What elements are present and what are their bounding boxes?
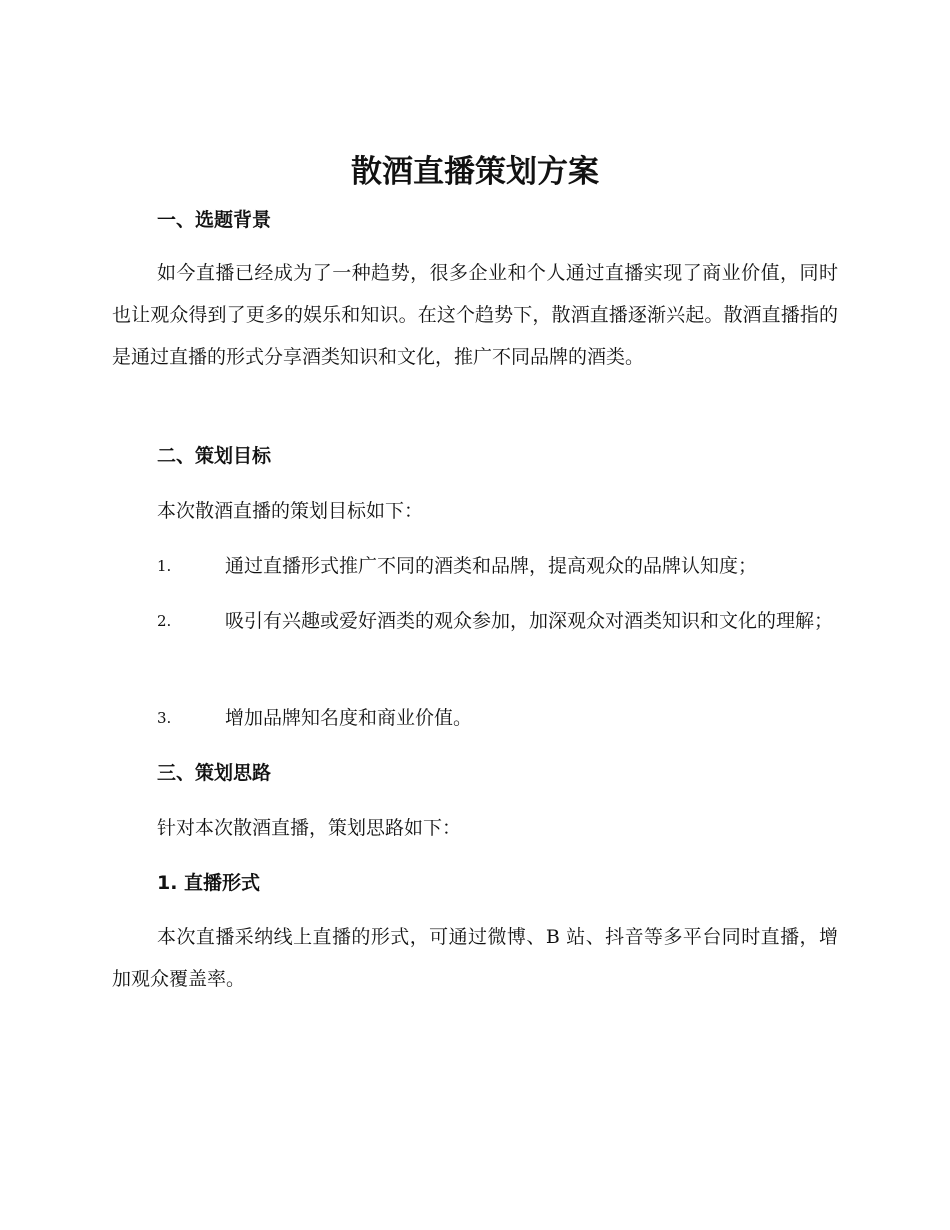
- section-heading-goals: 二、策划目标: [157, 445, 272, 467]
- document-title: 散酒直播策划方案: [351, 154, 599, 190]
- live-format-paragraph: 本次直播采纳线上直播的形式，可通过微博、B 站、抖音等多平台同时直播，增加观众覆盖率。: [112, 926, 838, 990]
- list-item-text: 通过直播形式推广不同的酒类和品牌，提高观众的品牌认知度；: [225, 555, 758, 577]
- list-item-number: 3.: [157, 709, 172, 727]
- list-item: [112, 697, 838, 739]
- list-item-text: 增加品牌知名度和商业价值。: [225, 707, 473, 729]
- background-paragraph: 如今直播已经成为了一种趋势，很多企业和个人通过直播实现了商业价值，同时也让观众得到了更多的娱乐和知识。在这个趋势下，散酒直播逐渐兴起。散酒直播指的是通过直播的形式分享酒类知识和文化，推广不同品牌的酒类。: [112, 262, 838, 368]
- subsection-heading-live-format: 1. 直播形式: [157, 872, 261, 894]
- section-heading-background: 一、选题背景: [157, 209, 272, 231]
- list-item-number: 2.: [157, 612, 172, 630]
- list-item-text: 吸引有兴趣或爱好酒类的观众参加，加深观众对酒类知识和文化的理解；: [225, 610, 834, 632]
- approach-intro: 针对本次散酒直播，策划思路如下：: [157, 817, 462, 839]
- section-heading-approach: 三、策划思路: [157, 762, 272, 784]
- list-item: [112, 545, 838, 587]
- goals-intro: 本次散酒直播的策划目标如下：: [157, 500, 424, 522]
- list-item-number: 1.: [157, 557, 172, 575]
- list-item: [112, 600, 838, 642]
